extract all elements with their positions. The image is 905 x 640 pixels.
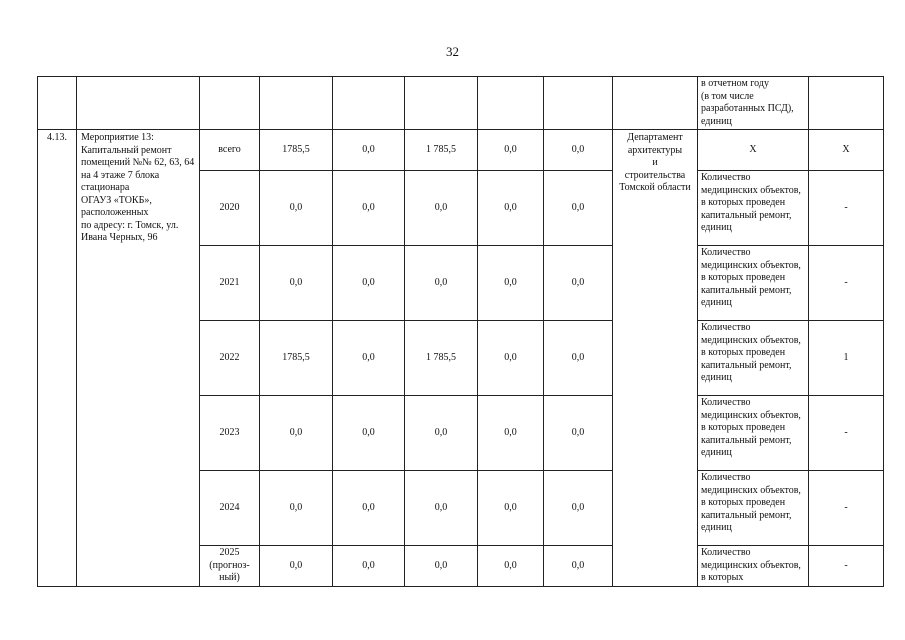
amount-cell: 0,0 [544,321,613,396]
amount-cell: 1 785,5 [405,130,478,171]
indicator-value-cell: - [809,246,884,321]
indicator-cell: Количество медицинских объектов, в которых [698,546,809,587]
amount-cell: 0,0 [405,396,478,471]
indicator-value-cell: - [809,171,884,246]
indicator-value-cell: Х [809,130,884,171]
amount-cell: 0,0 [405,546,478,587]
empty-cell [333,77,405,130]
empty-cell [613,77,698,130]
amount-cell: 0,0 [478,246,544,321]
amount-cell: 1 785,5 [405,321,478,396]
amount-cell: 0,0 [333,130,405,171]
indicator-cell: Количество медицинских объектов, в которых проведен капитальный ремонт, единиц [698,471,809,546]
amount-cell: 0,0 [478,321,544,396]
amount-total-cell: 0,0 [260,171,333,246]
year-cell: 2022 [200,321,260,396]
table-body [38,77,884,587]
amount-cell: 0,0 [544,396,613,471]
amount-cell: 0,0 [405,171,478,246]
amount-cell: 0,0 [333,321,405,396]
budget-table [37,76,884,587]
amount-cell: 0,0 [544,130,613,171]
amount-cell: 0,0 [544,546,613,587]
empty-cell [544,77,613,130]
indicator-cell: Количество медицинских объектов, в которых проведен капитальный ремонт, единиц [698,396,809,471]
year-cell: 2020 [200,171,260,246]
empty-cell [77,77,200,130]
amount-total-cell: 0,0 [260,396,333,471]
indicator-value-cell: - [809,471,884,546]
responsible-cell: Департамент архитектуры и строительства Томской области [613,130,698,587]
item-number: 4.13. [38,130,77,587]
amount-cell: 0,0 [333,171,405,246]
indicator-cell: Количество медицинских объектов, в которых проведен капитальный ремонт, единиц [698,171,809,246]
indicator-value-cell: 1 [809,321,884,396]
empty-cell [38,77,77,130]
indicator-value-cell: - [809,546,884,587]
indicator-cell: в отчетном году (в том числе разработанных ПСД), единиц [698,77,809,130]
empty-cell [405,77,478,130]
empty-cell [200,77,260,130]
indicator-cell: Количество медицинских объектов, в которых проведен капитальный ремонт, единиц [698,321,809,396]
year-cell: 2025 (прогноз- ный) [200,546,260,587]
page-number: 32 [446,44,459,59]
year-cell: 2021 [200,246,260,321]
amount-cell: 0,0 [333,471,405,546]
amount-cell: 0,0 [478,130,544,171]
amount-cell: 0,0 [544,246,613,321]
amount-cell: 0,0 [478,546,544,587]
indicator-value-cell: - [809,396,884,471]
amount-cell: 0,0 [405,471,478,546]
table-row [38,130,884,171]
amount-cell: 0,0 [478,396,544,471]
amount-total-cell: 0,0 [260,471,333,546]
year-cell: 2023 [200,396,260,471]
indicator-cell: Х [698,130,809,171]
amount-cell: 0,0 [333,546,405,587]
empty-cell [809,77,884,130]
amount-cell: 0,0 [333,396,405,471]
empty-cell [260,77,333,130]
amount-cell: 0,0 [333,246,405,321]
year-cell: всего [200,130,260,171]
amount-cell: 0,0 [478,471,544,546]
amount-total-cell: 1785,5 [260,130,333,171]
indicator-cell: Количество медицинских объектов, в которых проведен капитальный ремонт, единиц [698,246,809,321]
amount-cell: 0,0 [544,171,613,246]
amount-total-cell: 0,0 [260,246,333,321]
item-description: Мероприятие 13: Капитальный ремонт помещений №№ 62, 63, 64 на 4 этаже 7 блока стационара ОГАУЗ «ТОКБ», расположенных по адресу: г. Томск, ул. Ивана Черных, 96 [77,130,200,587]
empty-cell [478,77,544,130]
amount-total-cell: 0,0 [260,546,333,587]
amount-cell: 0,0 [544,471,613,546]
table-row-continuation [38,77,884,130]
year-cell: 2024 [200,471,260,546]
amount-total-cell: 1785,5 [260,321,333,396]
amount-cell: 0,0 [478,171,544,246]
amount-cell: 0,0 [405,246,478,321]
